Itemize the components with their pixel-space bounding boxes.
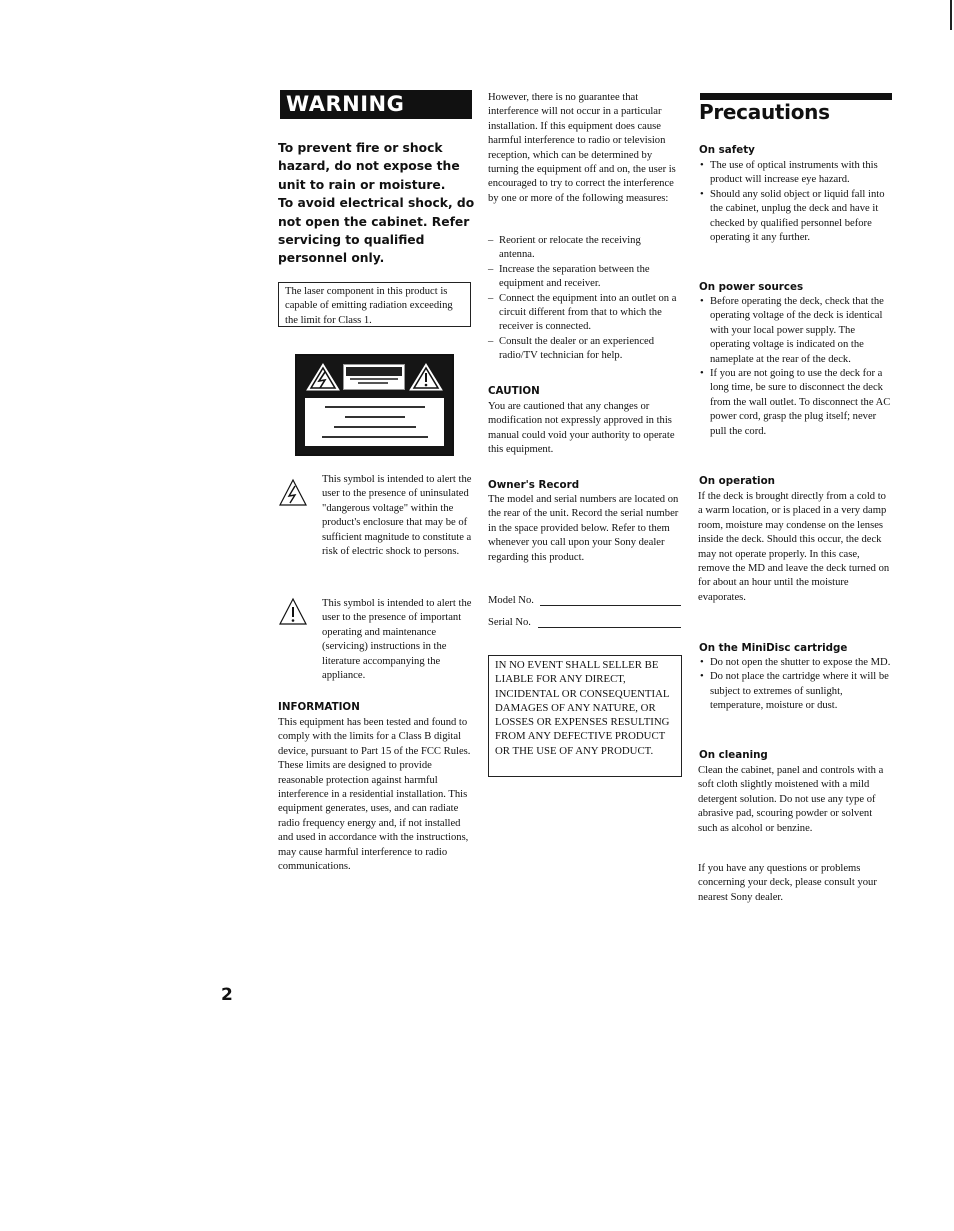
list-item: • Do not place the cartridge where it will be subject to extremes of sunlight, temperature, moisture or dust. (698, 670, 892, 713)
on-safety-heading: On safety (699, 144, 755, 156)
shock-warning-text: To avoid electrical shock, do not open the cabinet. Refer servicing to qualified personnel only. (278, 196, 475, 266)
on-operation-heading: On operation (699, 475, 775, 487)
caution-body: You are cautioned that any changes or modification not expressly approved in this manual could void your authority to operate this equipment. (488, 401, 675, 456)
list-item: • The use of optical instruments with this product will increase eye hazard. (698, 159, 892, 188)
information-body: This equipment has been tested and found to comply with the limits for a Class B digital device, pursuant to Part 15 of the FCC Rules. These limits are designed to provide reasonable protection against harmful interference in a residential installation. This equipment generates, uses, and can radiate radio frequency energy and, if not installed and used in accordance with the instructions, may cause harmful interference to radio communications. (278, 717, 471, 873)
model-number-field[interactable] (540, 604, 681, 606)
list-item: • Do not open the shutter to expose the MD. (698, 656, 892, 670)
caution-label-fineprint (305, 398, 444, 446)
on-minidisc-heading: On the MiniDisc cartridge (699, 642, 848, 654)
on-safety-list (698, 159, 892, 245)
list-item: – Connect the equipment into an outlet on a circuit different from that to which the receiver is connected. (488, 292, 678, 335)
list-item: – Reorient or relocate the receiving antenna. (488, 234, 678, 263)
on-minidisc-list (698, 656, 892, 714)
exclamation-triangle-icon (278, 597, 310, 627)
on-operation-body: If the deck is brought directly from a cold to a warm location, or is placed in a very damp room, moisture may condense on the lenses inside the deck. Should this occur, the deck may not operate properly. In this case, remove the MD and leave the deck turned on for about an hour until the moisture evaporates. (698, 491, 890, 603)
fire-warning-text: To prevent fire or shock hazard, do not expose the unit to rain or moisture. (278, 141, 460, 192)
page-number: 2 (221, 985, 233, 1005)
caution-label-center (343, 364, 405, 390)
scan-edge-mark (950, 0, 952, 30)
closing-note: If you have any questions or problems concerning your deck, please consult your nearest Sony dealer. (698, 863, 877, 903)
list-item: • Should any solid object or liquid fall into the cabinet, unplug the deck and have it checked by qualified personnel before operating it any further. (698, 188, 892, 246)
caution-label-image (295, 354, 454, 456)
on-cleaning-body: Clean the cabinet, panel and controls with a soft cloth slightly moistened with a mild detergent solution. Do not use any type of abrasive pad, scouring powder or solvent such as alcohol or benzine. (698, 765, 884, 834)
on-power-sources-list (698, 295, 892, 439)
list-item: • Before operating the deck, check that the operating voltage of the deck is identical with your local power supply. The operating voltage is indicated on the nameplate at the rear of the deck. (698, 295, 892, 367)
interference-measures-list (488, 234, 678, 364)
voltage-symbol-text: This symbol is intended to alert the user to the presence of uninsulated "dangerous voltage" within the product's enclosure that may be of sufficient magnitude to constitute a risk of electric shock to persons. (322, 474, 472, 558)
owners-record-heading: Owner's Record (488, 479, 580, 491)
exclamation-symbol-text: This symbol is intended to alert the user to the presence of important operating and maintenance (servicing) instructions in the literature accompanying the appliance. (322, 598, 472, 682)
lightning-triangle-icon (278, 478, 308, 508)
lightning-triangle-icon (305, 362, 341, 392)
serial-number-field[interactable] (538, 626, 681, 628)
owners-record-body: The model and serial numbers are located on the rear of the unit. Record the serial number in the space provided below. Refer to them whenever you call upon your Sony dealer regarding this product. (488, 494, 679, 563)
serial-number-label: Serial No. (488, 617, 531, 628)
laser-notice-box (278, 282, 471, 327)
list-item: – Consult the dealer or an experienced radio/TV technician for help. (488, 335, 678, 364)
on-cleaning-heading: On cleaning (699, 749, 768, 761)
list-item: – Increase the separation between the equipment and receiver. (488, 263, 678, 292)
on-power-sources-heading: On power sources (699, 281, 804, 293)
interference-body: However, there is no guarantee that interference will not occur in a particular installation. If this equipment does cause harmful interference to radio or television reception, which can be determined by turning the equipment off and on, the user is encouraged to try to correct the interference by one or more of the following measures: (488, 92, 676, 204)
model-number-label: Model No. (488, 595, 534, 606)
list-item: • If you are not going to use the deck for a long time, be sure to disconnect the deck from the wall outlet. To disconnect the AC power cord, grasp the plug itself; never pull the cord. (698, 367, 892, 439)
warning-statements (278, 139, 476, 268)
caution-heading: CAUTION (488, 385, 540, 397)
warning-heading: WARNING (280, 90, 472, 119)
precautions-title: Precautions (699, 100, 830, 124)
laser-notice-text: The laser component in this product is capable of emitting radiation exceeding the limit for Class 1. (285, 286, 453, 326)
exclamation-triangle-icon (408, 362, 444, 392)
liability-disclaimer-box (488, 655, 682, 777)
liability-disclaimer-text: IN NO EVENT SHALL SELLER BE LIABLE FOR ANY DIRECT, INCIDENTAL OR CONSEQUENTIAL DAMAGES OF ANY NATURE, OR LOSSES OR EXPENSES RESULTING FROM ANY DEFECTIVE PRODUCT OR THE USE OF ANY PRODUCT. (495, 659, 670, 757)
precautions-rule (700, 93, 892, 100)
information-heading: INFORMATION (278, 701, 360, 713)
